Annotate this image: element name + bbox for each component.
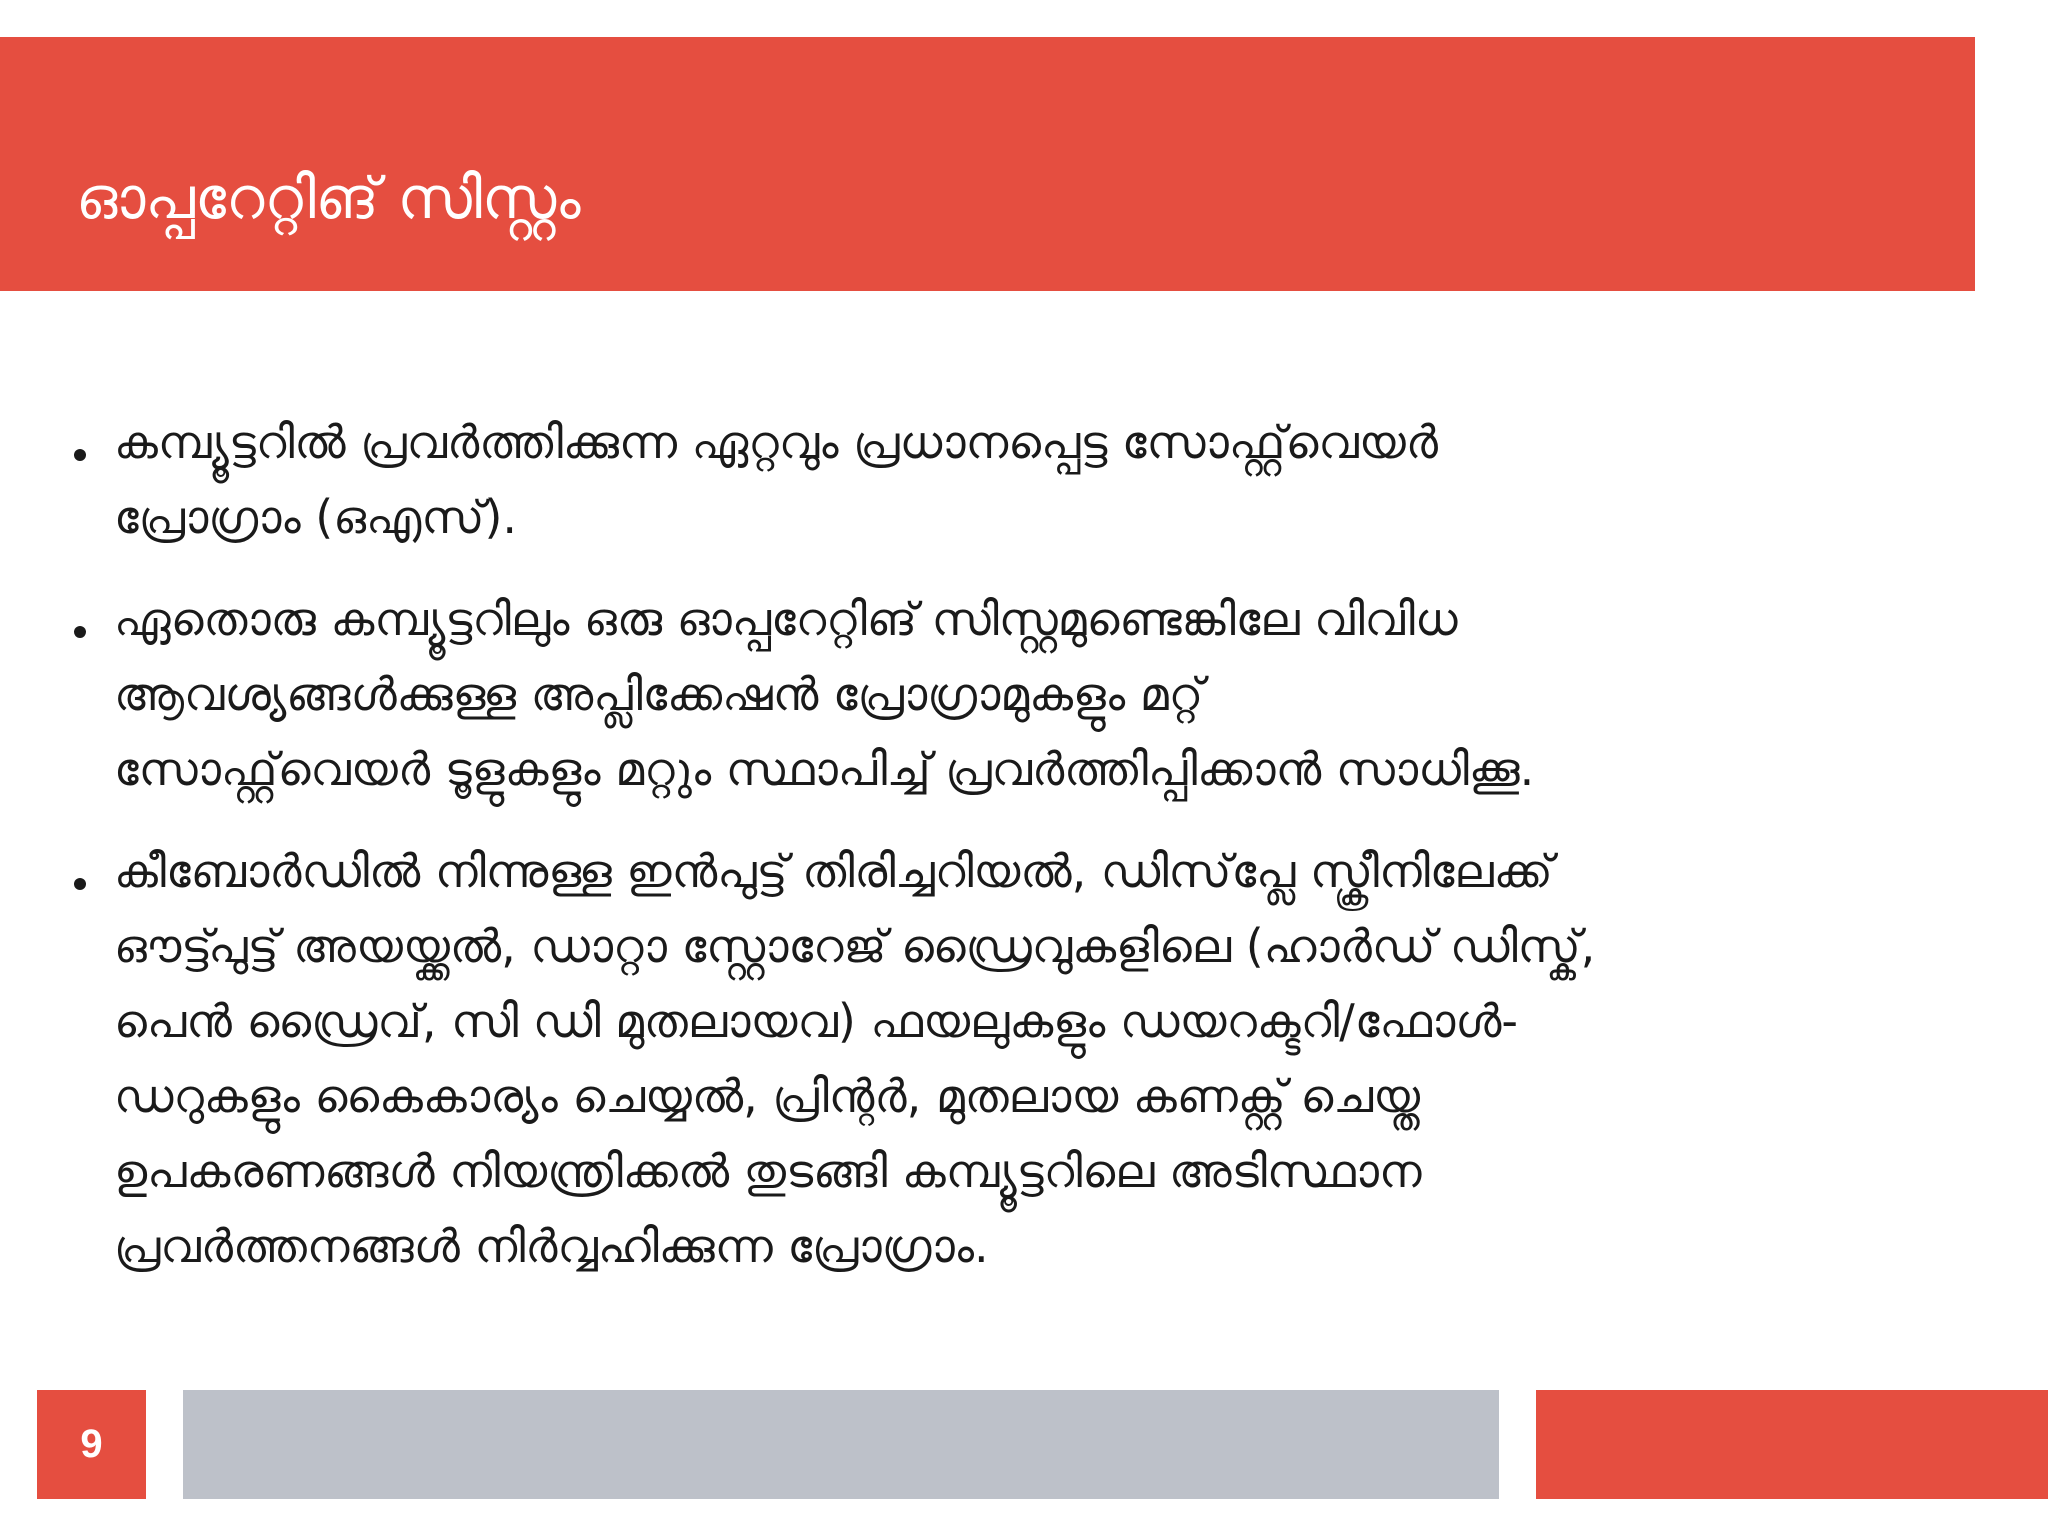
bullet-line: പ്രോഗ്രാം (ഒഎസ്). xyxy=(114,490,518,544)
bullet-line: കീബോർഡിൽ നിന്നുള്ള ഇൻപുട്ട് തിരിച്ചറിയൽ, ഡിസ്‌പ്ലേ സ്ക്രീനിലേക്ക് xyxy=(114,844,1553,898)
footer-red-bar xyxy=(1536,1390,2048,1499)
page-number-box xyxy=(37,1390,146,1499)
bullet-dot-icon xyxy=(74,449,86,461)
footer-gray-bar xyxy=(183,1390,1499,1499)
bullet-item xyxy=(74,582,1964,807)
bullet-line: ഉപകരണങ്ങൾ നിയന്ത്രിക്കൽ തുടങ്ങി കമ്പ്യൂട്ടറിലെ അടിസ്ഥാന xyxy=(114,1144,1422,1198)
bullet-line: ഡറുകളും കൈകാര്യം ചെയ്യൽ, പ്രിന്റർ, മുതലായ കണക്റ്റ് ചെയ്ത xyxy=(114,1069,1421,1123)
bullet-dot-icon xyxy=(74,878,86,890)
page-number: 9 xyxy=(80,1422,103,1466)
bullet-line: ആവശ്യങ്ങൾക്കുള്ള അപ്ലിക്കേഷൻ പ്രോഗ്രാമുകളും മറ്റ് xyxy=(114,667,1204,721)
slide-title: ഓപ്പറേറ്റിങ് സിസ്റ്റം xyxy=(76,164,581,232)
bullet-list xyxy=(74,405,1964,1311)
bullet-item xyxy=(74,405,1964,555)
bullet-line: പ്രവർത്തനങ്ങൾ നിർവ്വഹിക്കുന്ന പ്രോഗ്രാം. xyxy=(114,1219,989,1273)
bullet-line: പെൻ ഡ്രൈവ്, സി ഡി മുതലായവ) ഫയലുകളും ഡയറക്ടറി/ഫോൾ- xyxy=(114,994,1519,1048)
bullet-line: സോഫ്റ്റ്‌വെയർ ടൂളുകളും മറ്റും സ്ഥാപിച്ച് പ്രവർത്തിപ്പിക്കാൻ സാധിക്കൂ. xyxy=(114,742,1535,796)
bullet-line: കമ്പ്യൂട്ടറിൽ പ്രവർത്തിക്കുന്ന ഏറ്റവും പ്രധാനപ്പെട്ട സോഫ്റ്റ്‌വെയർ xyxy=(114,415,1438,469)
bullet-item xyxy=(74,834,1964,1284)
bullet-dot-icon xyxy=(74,626,86,638)
bullet-line: ഏതൊരു കമ്പ്യൂട്ടറിലും ഒരു ഓപ്പറേറ്റിങ് സിസ്റ്റമുണ്ടെങ്കിലേ വിവിധ xyxy=(114,592,1458,646)
bullet-line: ഔട്ട്പുട്ട് അയയ്ക്കൽ, ഡാറ്റാ സ്റ്റോറേജ് ഡ്രൈവുകളിലെ (ഹാർഡ് ഡിസ്ക്, xyxy=(114,919,1596,973)
